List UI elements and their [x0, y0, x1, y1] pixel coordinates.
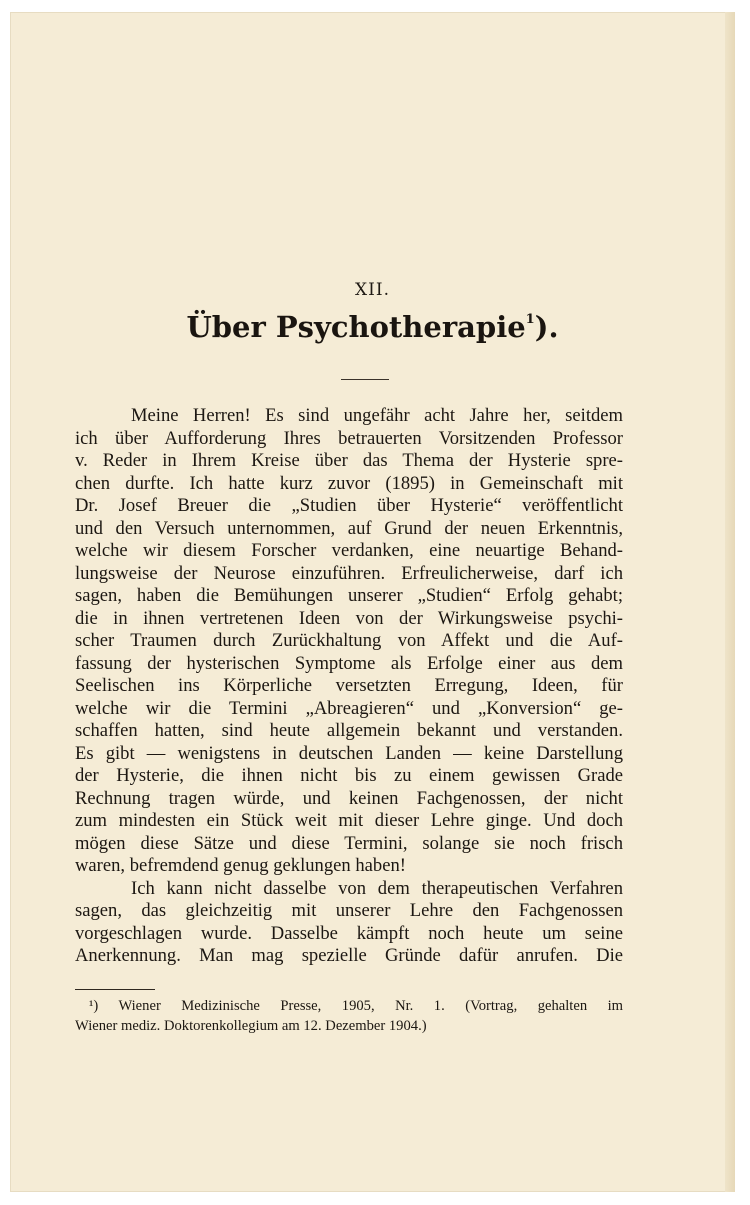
text-line: waren, befremdend genug geklungen haben! — [75, 855, 406, 876]
text-line: fassung der hysterischen Symptome als Erfolge einer aus dem — [75, 652, 623, 674]
chapter-title-text: Über Psychotherapie — [186, 310, 526, 344]
text-line: ich über Aufforderung Ihres betrauerten Vorsitzenden Professor — [75, 427, 623, 449]
text-line: mögen diese Sätze und diese Termini, solange sie noch frisch — [75, 832, 623, 854]
text-line: die in ihnen vertretenen Ideen von der Wirkungsweise psychi- — [75, 607, 623, 629]
text-line: sagen, haben die Bemühungen unserer „Studien“ Erfolg gehabt; — [75, 585, 623, 606]
chapter-title — [10, 310, 735, 344]
text-line: sagen, das gleichzeitig mit unserer Lehre den Fachgenossen — [75, 900, 623, 921]
text-line: und den Versuch unternommen, auf Grund der neuen Erkenntnis, — [75, 517, 623, 539]
text-line: der Hysterie, die ihnen nicht bis zu einem gewissen Grade — [75, 765, 623, 786]
text-line: Es gibt — wenigstens in deutschen Landen — keine Darstellung — [75, 742, 623, 764]
title-rule — [341, 379, 389, 380]
text-line: welche wir diesem Forscher verdanken, eine neuartige Behand- — [75, 540, 623, 561]
page-edge — [725, 12, 735, 1192]
footnote-line: ¹) Wiener Medizinische Presse, 1905, Nr. 1. (Vortrag, gehalten im — [89, 998, 623, 1014]
text-line: scher Traumen durch Zurückhaltung von Affekt und die Auf- — [75, 630, 623, 651]
text-line: v. Reder in Ihrem Kreise über das Thema der Hysterie spre- — [75, 450, 623, 471]
text-line: schaffen hatten, sind heute allgemein bekannt und verstanden. — [75, 720, 623, 741]
footnote — [75, 996, 623, 1036]
chapter-number: XII. — [355, 280, 390, 300]
text-line: zum mindesten ein Stück weit mit dieser Lehre ginge. Und doch — [75, 810, 623, 831]
book-page — [10, 12, 735, 1192]
text-line: Ich kann nicht dasselbe von dem therapeutischen Verfahren — [131, 877, 623, 899]
text-line: Rechnung tragen würde, und keinen Fachgenossen, der nicht — [75, 787, 623, 809]
text-line: welche wir die Termini „Abreagieren“ und „Konversion“ ge- — [75, 697, 623, 719]
chapter-title-end: ). — [534, 310, 559, 344]
footnote-line: Wiener mediz. Doktorenkollegium am 12. Dezember 1904.) — [75, 1018, 427, 1034]
text-line: Seelischen ins Körperliche versetzten Erregung, Ideen, für — [75, 675, 623, 696]
text-line: vorgeschlagen wurde. Dasselbe kämpft noch heute um seine — [75, 922, 623, 944]
text-line: Meine Herren! Es sind ungefähr acht Jahre her, seitdem — [131, 405, 623, 426]
footnote-reference: 1 — [525, 312, 535, 327]
body-text — [75, 405, 623, 968]
text-line: Dr. Josef Breuer die „Studien über Hysterie“ veröffentlicht — [75, 495, 623, 516]
text-line: chen durfte. Ich hatte kurz zuvor (1895) in Gemeinschaft mit — [75, 472, 623, 494]
text-line: lungsweise der Neurose einzuführen. Erfreulicherweise, darf ich — [75, 562, 623, 584]
text-line: Anerkennung. Man mag spezielle Gründe dafür anrufen. Die — [75, 945, 623, 966]
footnote-rule — [75, 989, 155, 990]
